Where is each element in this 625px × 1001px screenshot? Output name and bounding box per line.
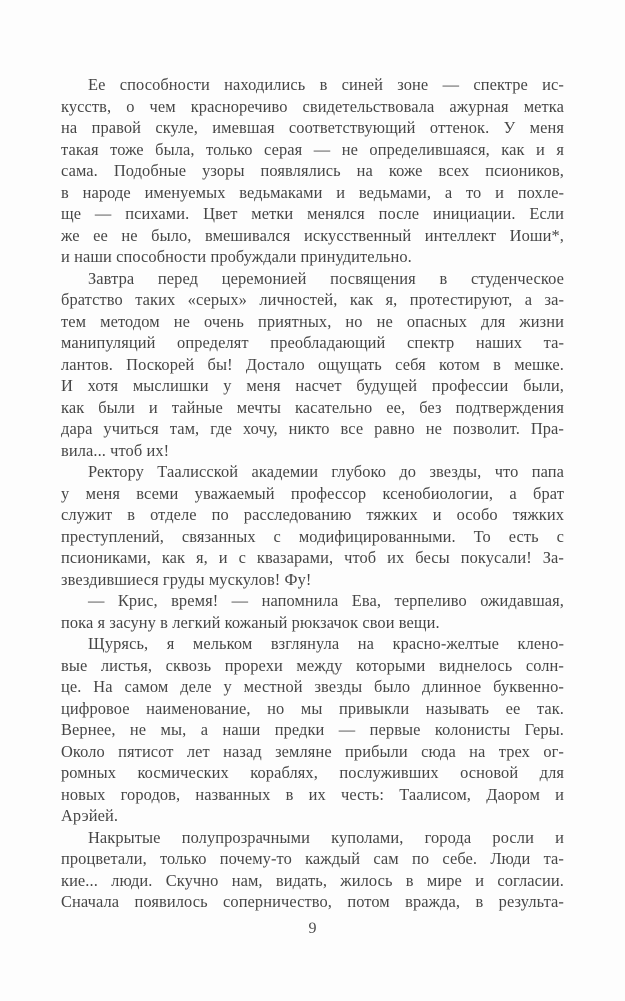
- paragraph: [61, 827, 564, 913]
- text-line: Сначала появилось соперничество, потом вражда, в результа-: [61, 892, 564, 911]
- text-line: Ректору Таалисской академии глубоко до звезды, что папа: [88, 462, 564, 481]
- text-line: ще — психами. Цвет метки менялся после инициации. Если: [61, 204, 564, 223]
- text-line: звездившиеся груды мускулов! Фу!: [61, 569, 312, 589]
- text-line: Накрытые полупрозрачными куполами, города росли и: [88, 827, 564, 847]
- text-line: Ее способности находились в синей зоне — спектре ис-: [88, 75, 564, 94]
- text-line: новых городов, названных в их честь: Таалисом, Даором и: [61, 784, 564, 804]
- text-line: кусств, о чем красноречиво свидетельствовала ажурная метка: [61, 96, 564, 116]
- text-line: вые листья, сквозь прорехи между которыми виднелось солн-: [61, 655, 564, 675]
- text-line: служит в отделе по расследованию тяжких и особо тяжких: [61, 505, 564, 524]
- text-line: це. На самом деле у местной звезды было длинное буквенно-: [61, 677, 564, 696]
- text-line: братство таких «серых» личностей, как я, протестируют, а за-: [61, 290, 564, 309]
- text-line: манипуляций определят преобладающий спектр наших та-: [61, 333, 564, 352]
- text-line: И хотя мыслишки у меня насчет будущей профессии были,: [61, 376, 564, 395]
- paragraph: [61, 633, 564, 827]
- text-line: такая тоже была, только серая — не определившаяся, как и я: [61, 139, 564, 159]
- paragraph: [61, 461, 564, 590]
- text-line: дара учиться там, где хочу, никто все равно не позволит. Пра-: [61, 419, 564, 438]
- paragraph: [61, 268, 564, 462]
- text-line: Вернее, не мы, а наши предки — первые колонисты Геры.: [61, 720, 564, 739]
- paragraph: [61, 590, 564, 633]
- page-number: 9: [308, 920, 317, 937]
- text-line: процветали, только почему-то каждый сам по себе. Люди та-: [61, 849, 564, 868]
- text-line: — Крис, время! — напомнила Ева, терпеливо ожидавшая,: [88, 591, 564, 610]
- text-line: Около пятисот лет назад земляне прибыли сюда на трех ог-: [61, 741, 564, 761]
- text-line: пока я засуну в легкий кожаный рюкзачок свои вещи.: [61, 612, 440, 632]
- page-text: [61, 74, 564, 913]
- text-line: на правой скуле, имевшая соответствующий оттенок. У меня: [61, 118, 564, 137]
- text-line: тем методом не очень приятных, но не опасных для жизни: [61, 311, 564, 331]
- text-line: псиониками, как я, и с квазарами, чтоб их бесы покусали! За-: [61, 548, 564, 567]
- text-line: преступлений, связанных с модифицированными. То есть с: [61, 526, 564, 546]
- text-line: же ее не было, вмешивался искусственный интеллект Иоши*,: [61, 225, 564, 245]
- text-line: и наши способности пробуждали принудительно.: [61, 247, 412, 266]
- paragraph: [61, 74, 564, 268]
- text-line: у меня всеми уважаемый профессор ксенобиологии, а брат: [61, 483, 564, 503]
- text-line: кие... люди. Скучно нам, видать, жилось в мире и согласии.: [61, 870, 564, 890]
- text-line: Завтра перед церемонией посвящения в студенческое: [88, 268, 564, 288]
- text-line: в народе именуемых ведьмаками и ведьмами, а то и похле-: [61, 182, 564, 202]
- text-line: лантов. Поскорей бы! Достало ощущать себя котом в мешке.: [61, 354, 564, 374]
- text-line: цифровое наименование, но мы привыкли называть ее так.: [61, 698, 564, 718]
- text-line: как были и тайные мечты касательно ее, без подтверждения: [61, 397, 564, 417]
- text-line: Арэйей.: [61, 806, 119, 825]
- text-line: сама. Подобные узоры появлялись на коже всех псиоников,: [61, 161, 564, 180]
- text-line: Щурясь, я мельком взглянула на красно-желтые клено-: [88, 634, 564, 653]
- text-line: вила... чтоб их!: [61, 440, 170, 460]
- text-line: ромных космических кораблях, послуживших основой для: [61, 763, 564, 782]
